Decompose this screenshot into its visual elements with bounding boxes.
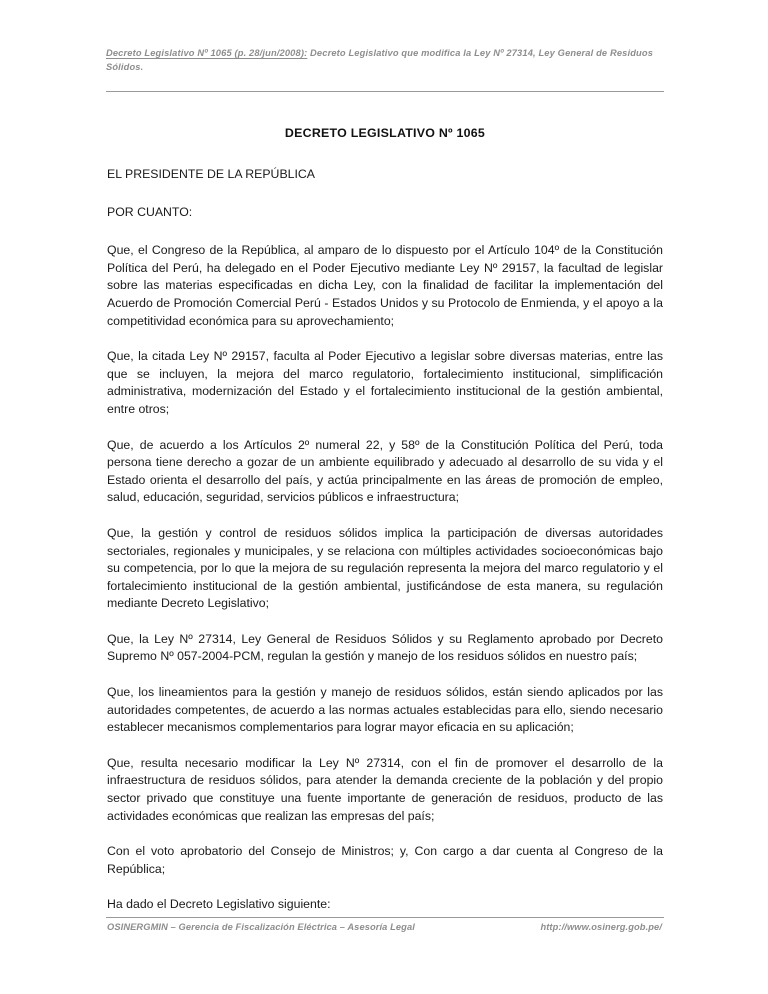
recital-paragraph: Que, resulta necesario modificar la Ley Nº 27314, con el fin de promover el desarrollo de la infraestructura de residuos sólidos, para atender la demanda creciente de la población y del propio sector privado que constituye una fuente importante de generación de residuos, producto de las actividades económicas que realizan las empresas del país; <box>107 755 663 823</box>
header-line <box>106 46 664 74</box>
approval-paragraph: Con el voto aprobatorio del Consejo de Ministros; y, Con cargo a dar cuenta al Congreso de la República; <box>107 844 663 876</box>
recital-paragraph: Que, la Ley Nº 27314, Ley General de Residuos Sólidos y su Reglamento aprobado por Decreto Supremo Nº 057-2004-PCM, regulan la gestión y manejo de los residuos sólidos en nuestro país; <box>107 631 663 664</box>
footer-organization: OSINERGMIN – Gerencia de Fiscalización Eléctrica – Asesoría Legal <box>107 922 415 932</box>
header-divider <box>106 91 664 92</box>
recital-paragraph: Que, la citada Ley Nº 29157, faculta al Poder Ejecutivo a legislar sobre diversas materias, entre las que se incluyen, la mejora del marco regulatorio, fortalecimiento institucional, simplificación administrativa, modernización del Estado y el fortalecimiento institucional de la gestión ambiental, entre otros; <box>107 349 663 416</box>
page-title: DECRETO LEGISLATIVO Nº 1065 <box>284 126 486 140</box>
lead-line-porcuanto: POR CUANTO: <box>107 204 193 219</box>
recital-paragraph: Que, los lineamientos para la gestión y manejo de residuos sólidos, están siendo aplicados por las autoridades competentes, de acuerdo a las normas actuales establecidas para ello, siendo necesario establecer mecanismos complementarios para lograr mayor eficacia en su aplicación; <box>107 685 663 735</box>
closing-line: Ha dado el Decreto Legislativo siguiente: <box>107 897 331 912</box>
header-description: Decreto Legislativo que modifica la Ley Nº 27314, Ley General de Residuos Sólidos. <box>106 48 654 73</box>
recital-paragraph: Que, el Congreso de la República, al amparo de lo dispuesto por el Artículo 104º de la Constitución Política del Perú, ha delegado en el Poder Ejecutivo mediante Ley Nº 29157, la facultad de legislar sobre las materias especificadas en dicha Ley, con la finalidad de facilitar la implementación del Acuerdo de Promoción Comercial Perú - Estados Unidos y su Protocolo de Enmienda, y el apoyo a la competitividad económica para su aprovechamiento; <box>107 243 663 328</box>
document-body <box>107 126 663 914</box>
recital-paragraph: Que, de acuerdo a los Artículos 2º numeral 22, y 58º de la Constitución Política del Perú, toda persona tiene derecho a gozar de un ambiente equilibrado y adecuado al desarrollo de su vida y el Estado orienta el desarrollo del país, y actúa principalmente en las áreas de promoción de empleo, salud, educación, seguridad, servicios públicos e infraestructura; <box>107 437 663 505</box>
header-citation: Decreto Legislativo Nº 1065 (p. 28/jun/2008): <box>106 48 308 58</box>
document-footer <box>107 922 664 932</box>
footer-url[interactable]: http://www.osinerg.gob.pe/ <box>540 922 662 932</box>
footer-divider <box>106 917 664 918</box>
document-header <box>106 46 664 74</box>
lead-line-president: EL PRESIDENTE DE LA REPÚBLICA <box>107 167 315 181</box>
recital-paragraph: Que, la gestión y control de residuos sólidos implica la participación de diversas autoridades sectoriales, regionales y municipales, y se relaciona con múltiples actividades socioeconómicas bajo su competencia, por lo que la mejora de su regulación representa la mejora del marco regulatorio y el fortalecimiento institucional de la gestión ambiental, justificándose de esta manera, su regulación mediante Decreto Legislativo; <box>107 525 663 611</box>
